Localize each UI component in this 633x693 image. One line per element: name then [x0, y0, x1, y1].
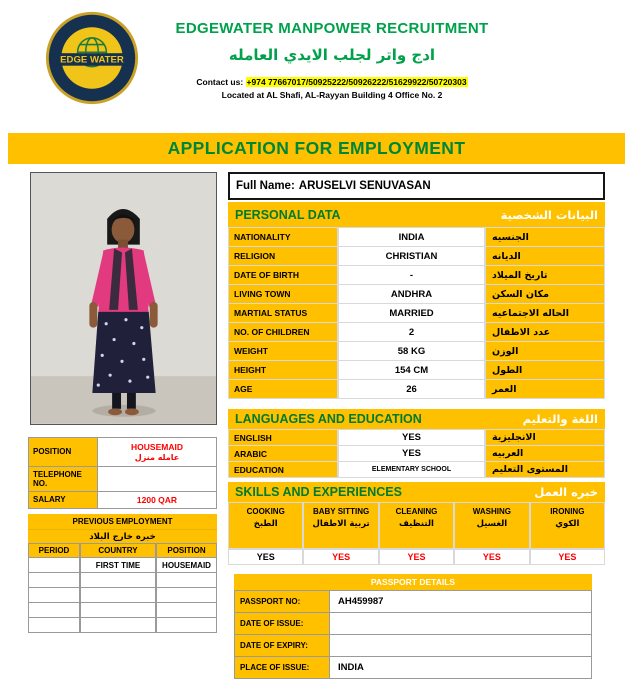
field-value — [98, 466, 217, 492]
languages-education-table — [228, 429, 605, 478]
position-value-arabic: عامله منزل — [134, 453, 180, 462]
skill-label: BABY SITTING — [312, 507, 370, 516]
field-label: ARABIC — [228, 445, 338, 462]
languages-education-title: LANGUAGES AND EDUCATION — [235, 412, 422, 426]
field-value — [330, 612, 592, 635]
column-header: PERIOD — [28, 543, 80, 558]
cell-position — [156, 617, 217, 633]
contact-numbers: +974 77667017/50925222/50926222/51629922/50720303 — [246, 77, 467, 87]
field-label: PLACE OF ISSUE: — [234, 656, 330, 679]
field-value: 26 — [338, 379, 485, 399]
skill-value: YES — [454, 549, 529, 565]
table-row — [228, 360, 605, 380]
column-header: POSITION — [156, 543, 217, 558]
skill-label-arabic: الغسيل — [476, 519, 508, 529]
skill-header — [379, 502, 454, 549]
skill-header — [303, 502, 378, 549]
field-value: MARRIED — [338, 303, 485, 323]
table-row — [228, 322, 605, 342]
cell-position: HOUSEMAID — [156, 557, 217, 573]
cell-position — [156, 587, 217, 603]
field-label: AGE — [228, 379, 338, 399]
passport-details-section — [234, 574, 592, 679]
field-label-arabic: العمر — [485, 379, 605, 399]
field-label: WEIGHT — [228, 341, 338, 361]
skill-label: COOKING — [246, 507, 285, 516]
table-row — [228, 379, 605, 399]
field-label-arabic: الجنسيه — [485, 227, 605, 247]
field-value: 154 CM — [338, 360, 485, 380]
table-row — [228, 445, 605, 462]
field-label: SALARY — [28, 491, 98, 509]
form-title: APPLICATION FOR EMPLOYMENT — [167, 138, 466, 158]
languages-education-title-arabic: اللغة والتعليم — [522, 412, 598, 426]
field-value — [330, 634, 592, 657]
previous-employment-title: PREVIOUS EMPLOYMENT — [28, 514, 217, 529]
table-row — [228, 429, 605, 446]
cell-period — [28, 572, 80, 588]
field-label: ENGLISH — [228, 429, 338, 446]
table-row — [28, 437, 217, 467]
full-name-box — [228, 172, 605, 200]
table-row — [28, 617, 217, 633]
position-value: HOUSEMAID — [131, 442, 183, 452]
cell-period — [28, 617, 80, 633]
field-label: PASSPORT NO: — [234, 590, 330, 613]
skill-label-arabic: التنظيف — [399, 519, 434, 529]
field-label: HEIGHT — [228, 360, 338, 380]
skill-header — [228, 502, 303, 549]
skills-header — [228, 482, 605, 502]
skill-label-arabic: تربية الاطفال — [312, 519, 370, 529]
applicant-photo — [30, 172, 217, 425]
skill-header — [454, 502, 529, 549]
cell-country: FIRST TIME — [80, 557, 156, 573]
full-name-value: ARUSELVI SENUVASAN — [298, 180, 431, 192]
field-value: INDIA — [338, 227, 485, 247]
field-value: ANDHRA — [338, 284, 485, 304]
previous-employment-section — [28, 514, 217, 633]
passport-details-title: PASSPORT DETAILS — [234, 574, 592, 590]
company-name: EDGEWATER MANPOWER RECRUITMENT — [175, 20, 489, 37]
table-row — [234, 634, 592, 657]
field-label-arabic: المستوى التعليم — [485, 461, 605, 478]
table-row — [28, 491, 217, 509]
table-row — [28, 587, 217, 603]
table-row — [228, 246, 605, 266]
company-header — [142, 20, 522, 100]
personal-data-title-arabic: البيانات الشخصية — [500, 207, 598, 222]
company-logo-icon — [44, 10, 140, 106]
field-value: AH459987 — [330, 590, 592, 613]
company-logo — [44, 10, 140, 106]
previous-employment-columns — [28, 543, 217, 558]
cell-position — [156, 602, 217, 618]
cell-country — [80, 617, 156, 633]
field-label: TELEPHONE NO. — [28, 466, 98, 492]
field-label: DATE OF ISSUE: — [234, 612, 330, 635]
table-row — [234, 656, 592, 679]
field-label: MARTIAL STATUS — [228, 303, 338, 323]
company-name-arabic: ادج واتر لجلب الايدي العامله — [228, 46, 436, 64]
table-row — [28, 602, 217, 618]
field-value: YES — [338, 429, 485, 446]
salary-value: 1200 QAR — [136, 495, 178, 505]
contact-label: Contact us: — [196, 77, 244, 87]
field-value: 2 — [338, 322, 485, 342]
address-line: Located at AL Shafi, AL-Rayyan Building 4 Office No. 2 — [221, 90, 443, 100]
table-row — [234, 612, 592, 635]
field-value: INDIA — [330, 656, 592, 679]
logo-text: EDGE WATER — [60, 54, 124, 66]
field-value: YES — [338, 445, 485, 462]
field-label: RELIGION — [228, 246, 338, 266]
previous-employment-title-arabic: خبره خارج البلاد — [28, 529, 217, 543]
table-row — [228, 303, 605, 323]
table-row — [228, 461, 605, 478]
table-row — [234, 590, 592, 613]
table-row — [228, 284, 605, 304]
field-value: 58 KG — [338, 341, 485, 361]
field-label-arabic: الوزن — [485, 341, 605, 361]
field-label-arabic: الحاله الاجتماعيه — [485, 303, 605, 323]
cell-country — [80, 587, 156, 603]
skill-label-arabic: الطبخ — [253, 519, 278, 529]
full-name-label: Full Name: — [236, 180, 295, 192]
skill-label: CLEANING — [395, 507, 438, 516]
personal-data-header — [228, 202, 605, 227]
field-label-arabic: مكان السكن — [485, 284, 605, 304]
field-label: NO. OF CHILDREN — [228, 322, 338, 342]
applicant-photo-image — [31, 173, 216, 424]
field-value: - — [338, 265, 485, 285]
skill-value: YES — [228, 549, 303, 565]
field-label: DATE OF BIRTH — [228, 265, 338, 285]
table-row — [28, 466, 217, 492]
field-value: CHRISTIAN — [338, 246, 485, 266]
field-label: EDUCATION — [228, 461, 338, 478]
table-row — [28, 557, 217, 573]
field-label-arabic: الانجليزية — [485, 429, 605, 446]
cell-period — [28, 587, 80, 603]
languages-education-header — [228, 409, 605, 429]
skills-table — [228, 502, 605, 565]
field-label-arabic: تاريخ الميلاد — [485, 265, 605, 285]
column-header: COUNTRY — [80, 543, 156, 558]
contact-line — [142, 77, 522, 87]
field-label: LIVING TOWN — [228, 284, 338, 304]
skill-value: YES — [379, 549, 454, 565]
skill-value: YES — [303, 549, 378, 565]
skills-title: SKILLS AND EXPERIENCES — [235, 485, 402, 499]
skill-value: YES — [530, 549, 605, 565]
skill-label-arabic: الكوي — [555, 519, 580, 529]
personal-data-title: PERSONAL DATA — [235, 207, 341, 222]
field-label-arabic: الديانه — [485, 246, 605, 266]
cell-country — [80, 572, 156, 588]
skills-header-row — [228, 502, 605, 549]
personal-data-table — [228, 227, 605, 399]
table-row — [228, 227, 605, 247]
skill-header — [530, 502, 605, 549]
cell-country — [80, 602, 156, 618]
field-label-arabic: عدد الاطفال — [485, 322, 605, 342]
cell-period — [28, 602, 80, 618]
field-label-arabic: الطول — [485, 360, 605, 380]
skill-label: IRONING — [550, 507, 585, 516]
table-row — [228, 341, 605, 361]
field-label: POSITION — [28, 437, 98, 467]
field-label: DATE OF EXPIRY: — [234, 634, 330, 657]
skills-value-row — [228, 549, 605, 565]
position-info-table — [28, 437, 217, 509]
field-label-arabic: العربيه — [485, 445, 605, 462]
cell-position — [156, 572, 217, 588]
field-value — [98, 491, 217, 509]
field-value: ELEMENTARY SCHOOL — [338, 461, 485, 478]
skill-label: WASHING — [472, 507, 512, 516]
table-row — [228, 265, 605, 285]
cell-period — [28, 557, 80, 573]
skills-title-arabic: خبره العمل — [534, 485, 598, 499]
field-value — [98, 437, 217, 467]
form-title-banner — [8, 133, 625, 164]
field-label: NATIONALITY — [228, 227, 338, 247]
table-row — [28, 572, 217, 588]
